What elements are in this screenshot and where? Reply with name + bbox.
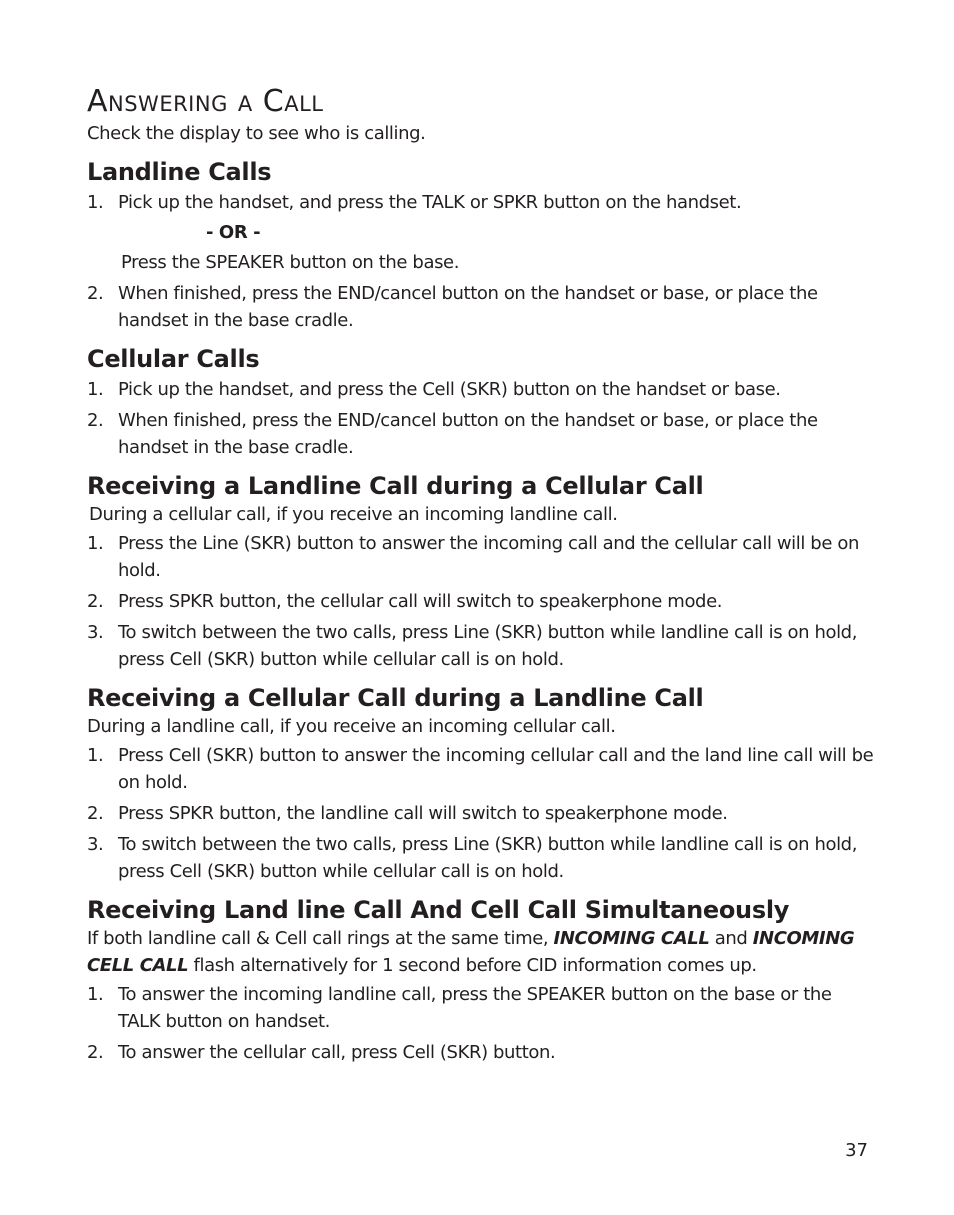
list-item: [87, 800, 877, 827]
list-item: [87, 1039, 877, 1066]
landline-during-cellular-steps: [87, 530, 877, 673]
landline-during-cellular-heading: Receiving a Landline Call during a Cellular Call: [87, 472, 704, 500]
list-item: [87, 619, 877, 673]
landline-steps: [87, 189, 877, 334]
simultaneous-steps: [87, 981, 877, 1066]
section-lead: During a cellular call, if you receive an incoming landline call.: [89, 504, 618, 525]
step-text: To switch between the two calls, press Line (SKR) button while landline call is on hold, press Cell (SKR) button while cellular call is on hold.: [118, 622, 858, 670]
step-text: To switch between the two calls, press Line (SKR) button while landline call is on hold, press Cell (SKR) button while cellular call is on hold.: [118, 834, 858, 882]
or-separator: - OR -: [206, 222, 261, 243]
lead-text: flash alternatively for 1 second before CID information comes up.: [188, 955, 757, 976]
list-item: [87, 588, 877, 615]
list-item: [87, 376, 877, 403]
lead-text: If both landline call & Cell call rings at the same time,: [87, 928, 554, 949]
step-text: Press the Line (SKR) button to answer the incoming call and the cellular call will be on hold.: [118, 533, 859, 581]
cellular-calls-heading: Cellular Calls: [87, 345, 260, 373]
step-number: 2.: [87, 283, 104, 304]
list-item: [87, 189, 877, 276]
step-text: Pick up the handset, and press the Cell (SKR) button on the handset or base.: [118, 379, 781, 400]
step-number: 1.: [87, 379, 104, 400]
step-text: Pick up the handset, and press the TALK or SPKR button on the handset.: [118, 192, 742, 213]
step-number: 2.: [87, 1042, 104, 1063]
step-text: Press Cell (SKR) button to answer the incoming cellular call and the land line call will be on hold.: [118, 745, 874, 793]
cellular-during-landline-heading: Receiving a Cellular Call during a Landline Call: [87, 684, 704, 712]
step-number: 2.: [87, 591, 104, 612]
list-item: [87, 407, 877, 461]
incoming-call-label: INCOMING CALL: [553, 928, 710, 949]
simultaneous-calls-heading: Receiving Land line Call And Cell Call Simultaneously: [87, 896, 790, 924]
step-number: 2.: [87, 803, 104, 824]
step-number: 3.: [87, 622, 104, 643]
intro-text: Check the display to see who is calling.: [87, 123, 426, 144]
list-item: [87, 981, 877, 1035]
step-number: 2.: [87, 410, 104, 431]
step-number: 1.: [87, 745, 104, 766]
step-alternative: Press the SPEAKER button on the base.: [121, 252, 460, 273]
lead-text: and: [709, 928, 753, 949]
cellular-steps: [87, 376, 877, 461]
step-number: 3.: [87, 834, 104, 855]
list-item: [87, 742, 877, 796]
step-text: When finished, press the END/cancel button on the handset or base, or place the handset in the base cradle.: [118, 283, 818, 331]
list-item: [87, 831, 877, 885]
incoming-cell-call-label: INCOMING CELL CALL: [87, 928, 855, 976]
manual-page: [87, 84, 877, 1070]
step-number: 1.: [87, 192, 104, 213]
section-lead: [87, 925, 877, 979]
step-number: 1.: [87, 533, 104, 554]
list-item: [87, 530, 877, 584]
step-text: To answer the cellular call, press Cell (SKR) button.: [118, 1042, 556, 1063]
page-title: Answering a Call: [87, 84, 324, 119]
step-text: Press SPKR button, the landline call will switch to speakerphone mode.: [118, 803, 728, 824]
list-item: [87, 280, 877, 334]
step-text: To answer the incoming landline call, press the SPEAKER button on the base or the TALK button on handset.: [118, 984, 832, 1032]
step-text: Press SPKR button, the cellular call will switch to speakerphone mode.: [118, 591, 723, 612]
page-number: 37: [845, 1140, 868, 1161]
cellular-during-landline-steps: [87, 742, 877, 885]
step-text: When finished, press the END/cancel button on the handset or base, or place the handset in the base cradle.: [118, 410, 818, 458]
section-lead: During a landline call, if you receive an incoming cellular call.: [87, 716, 616, 737]
step-number: 1.: [87, 984, 104, 1005]
landline-calls-heading: Landline Calls: [87, 158, 272, 186]
